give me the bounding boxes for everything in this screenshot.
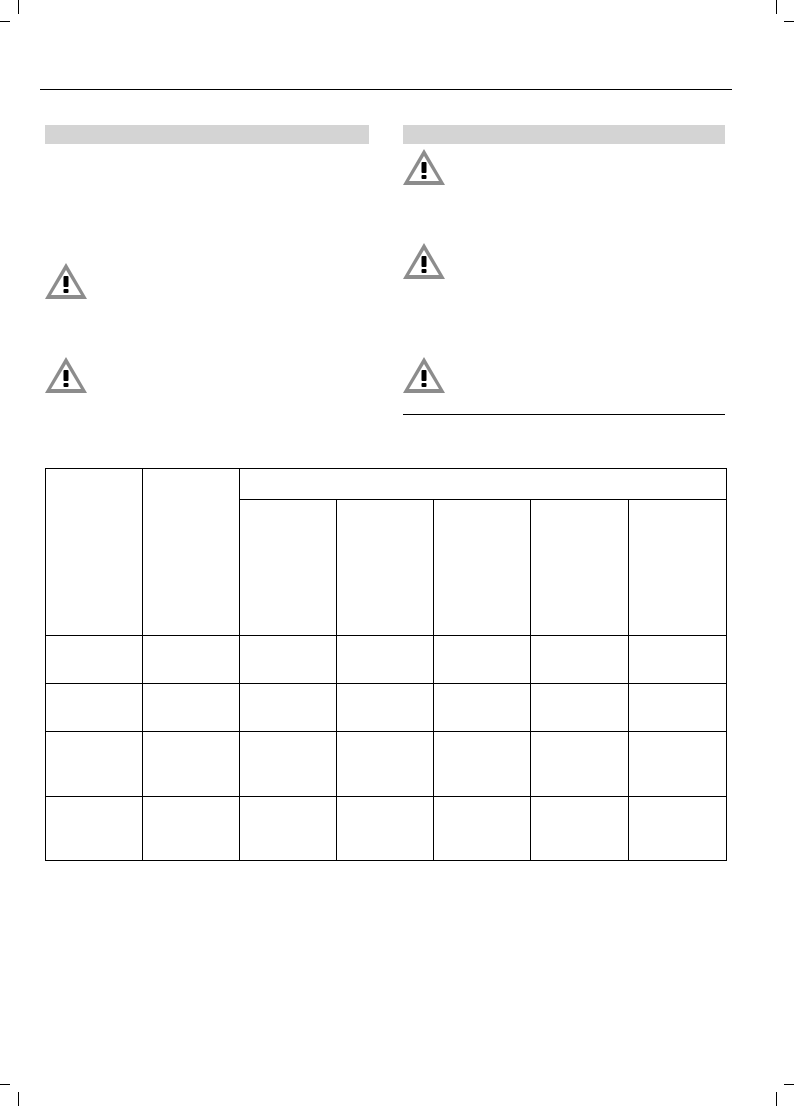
table-cell [434, 636, 531, 684]
table-cell [46, 636, 143, 684]
table-cell [434, 684, 531, 732]
crop-mark-bottom-left [18, 1092, 19, 1106]
table-cell [531, 797, 629, 861]
section-end-rule [403, 414, 725, 415]
table-cell [143, 797, 240, 861]
table-cell [240, 636, 337, 684]
table-cell [240, 684, 337, 732]
table-header-row [46, 469, 727, 500]
table-subheader-cell [240, 500, 337, 636]
warning-triangle-icon [44, 262, 88, 300]
table-cell [434, 797, 531, 861]
warning-triangle-icon [402, 148, 446, 186]
table-header-cell [143, 469, 240, 636]
table-row [46, 684, 727, 732]
crop-mark-bottom-left-h [0, 1084, 10, 1085]
table-cell [46, 732, 143, 797]
table-cell [240, 732, 337, 797]
table-header-group-cell [240, 469, 727, 500]
warning-triangle-icon [44, 356, 88, 394]
table-cell [531, 684, 629, 732]
table-header-cell [46, 469, 143, 636]
table-cell [434, 732, 531, 797]
table-cell [337, 797, 434, 861]
table-subheader-cell [629, 500, 727, 636]
crop-mark-top-right-h [784, 21, 794, 22]
table-cell [143, 636, 240, 684]
crop-mark-top-right [776, 0, 777, 14]
table-cell [337, 636, 434, 684]
table-cell [337, 732, 434, 797]
crop-mark-top-left-h [0, 21, 10, 22]
table-subheader-cell [434, 500, 531, 636]
table-cell [143, 684, 240, 732]
table-cell [143, 732, 240, 797]
table-cell [531, 732, 629, 797]
crop-mark-bottom-right [776, 1092, 777, 1106]
table-cell [629, 636, 727, 684]
crop-mark-bottom-right-h [784, 1084, 794, 1085]
table-cell [240, 797, 337, 861]
warning-triangle-icon [402, 356, 446, 394]
warning-triangle-icon [402, 242, 446, 280]
table-cell [46, 684, 143, 732]
left-section-heading-bar [45, 125, 369, 144]
specification-table [45, 468, 727, 861]
table-cell [629, 684, 727, 732]
table-cell [629, 732, 727, 797]
table-cell [531, 636, 629, 684]
table-cell [337, 684, 434, 732]
table-row [46, 732, 727, 797]
right-section-heading-bar [403, 125, 725, 144]
page-header-rule [40, 89, 732, 90]
table-subheader-cell [337, 500, 434, 636]
table-row [46, 636, 727, 684]
table-cell [46, 797, 143, 861]
table-row [46, 797, 727, 861]
crop-mark-top-left [18, 0, 19, 14]
table-subheader-cell [531, 500, 629, 636]
table-cell [629, 797, 727, 861]
